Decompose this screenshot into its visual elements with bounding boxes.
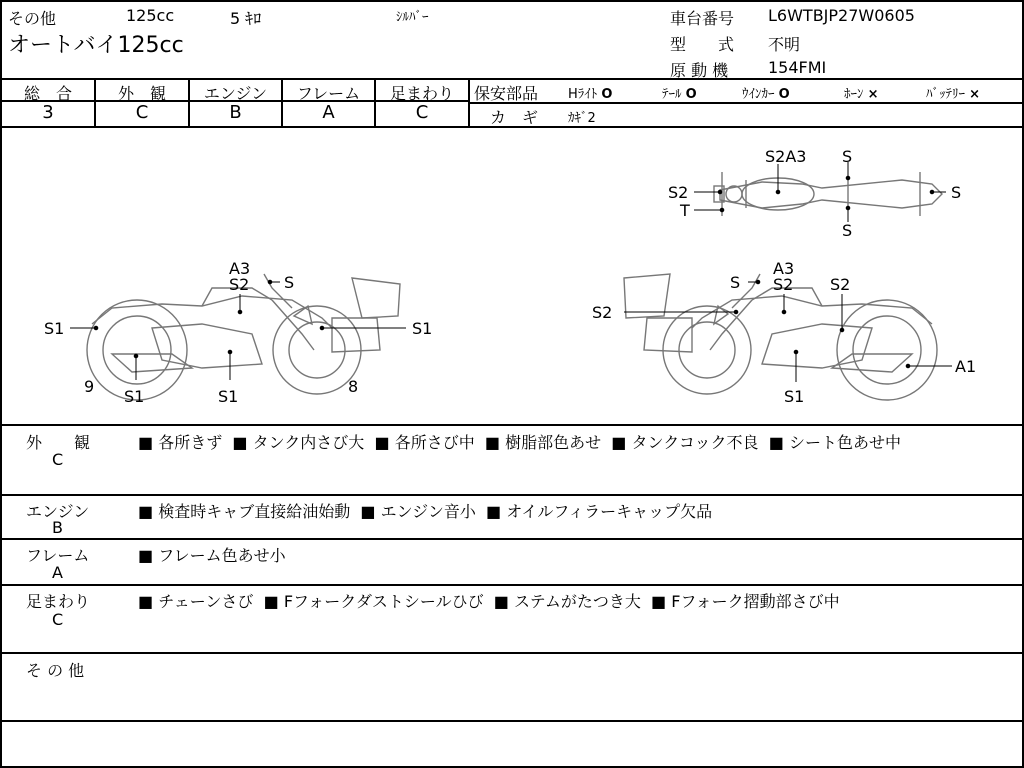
top-label-s-bottom: S (842, 221, 853, 240)
safety-item-headlight: Hﾗｲﾄ O (568, 87, 613, 102)
remark-grade-exterior: C (52, 450, 64, 469)
divider (2, 424, 1022, 426)
divider (2, 494, 1022, 496)
chassis-value: L6WTBJP27W0605 (768, 6, 915, 25)
grade-frame: A (322, 102, 335, 123)
safety-item-battery: ﾊﾞｯﾃﾘｰ × (926, 87, 981, 102)
body-color: ｼﾙﾊﾞｰ (396, 10, 429, 25)
model-value: 不明 (768, 35, 801, 54)
top-view-outline (714, 172, 942, 216)
divider (2, 584, 1022, 586)
left-label-a3: A3 (229, 259, 251, 278)
color-category: その他 (8, 9, 57, 28)
key-label: カ ギ (490, 108, 539, 127)
right-label-a3: A3 (773, 259, 795, 278)
engine-label: 原 動 機 (670, 61, 729, 80)
safety-item-tail: ﾃｰﾙ O (662, 87, 697, 102)
chassis-label: 車台番号 (670, 9, 735, 28)
left-label-8: 8 (348, 377, 359, 396)
top-label-s2: S2 (668, 183, 689, 202)
divider (2, 78, 1022, 80)
top-label-s2a3: S2A3 (765, 147, 807, 166)
grade-exterior: C (135, 102, 149, 123)
right-label-s2-box: S2 (592, 303, 613, 322)
safety-item-winker: ｳｲﾝｶｰ O (742, 87, 790, 102)
grade-header-engine: エンジン (203, 84, 268, 103)
left-label-s1-exhaust: S1 (124, 387, 145, 406)
left-label-s1-engine: S1 (218, 387, 239, 406)
top-label-s-rear: S (951, 183, 962, 202)
remark-label-frame: フレーム (26, 546, 90, 565)
grade-suspension: C (415, 102, 429, 123)
right-label-a1: A1 (955, 357, 977, 376)
displacement: 125cc (126, 6, 175, 25)
safety-label: 保安部品 (474, 84, 539, 103)
remark-items-suspension: ■ チェーンさび ■ Fフォークダストシールひび ■ ステムがたつき大 ■ Fフォーク摺動部さび中 (138, 592, 840, 611)
right-label-s2-tank: S2 (830, 275, 851, 294)
grade-header-exterior: 外 観 (117, 84, 166, 103)
right-label-s1: S1 (784, 387, 805, 406)
grade-engine: B (229, 102, 242, 123)
key-value: ｶｷﾞ2 (568, 111, 596, 126)
remark-items-engine: ■ 検査時キャブ直接給油始動 ■ エンジン音小 ■ オイルフィラーキャップ欠品 (138, 502, 713, 521)
left-label-s1-rear: S1 (412, 319, 433, 338)
divider (468, 102, 1022, 104)
model-label: 型 式 (670, 35, 735, 54)
right-label-s: S (730, 273, 741, 292)
remark-label-other: そ の 他 (26, 661, 85, 680)
grade-header-suspension: 足まわり (389, 84, 454, 103)
remark-label-engine: エンジン (26, 502, 90, 521)
remark-label-exterior: 外 観 (26, 433, 91, 452)
engine-value: 154FMI (768, 58, 827, 77)
divider (2, 720, 1022, 722)
remark-label-suspension: 足まわり (26, 592, 91, 611)
right-label-s2: S2 (773, 275, 794, 294)
divider (2, 652, 1022, 654)
safety-item-horn: ﾎｰﾝ × (844, 87, 879, 102)
left-label-9: 9 (84, 377, 95, 396)
remark-items-exterior: ■ 各所きず ■ タンク内さび大 ■ 各所さび中 ■ 樹脂部色あせ ■ タンクコック不良 ■ シート色あせ中 (138, 433, 901, 452)
remark-grade-frame: A (52, 563, 63, 582)
mileage: 5 ｷﾛ (230, 9, 262, 28)
top-label-s-front: S (842, 147, 853, 166)
remark-grade-engine: B (52, 518, 63, 537)
remark-grade-suspension: C (52, 610, 64, 629)
vehicle-title: オートバイ125cc (8, 33, 184, 58)
divider (468, 79, 470, 127)
grade-header-overall: 総 合 (23, 84, 72, 103)
left-label-s2: S2 (229, 275, 250, 294)
damage-diagram (2, 128, 1022, 424)
remark-items-frame: ■ フレーム色あせ小 (138, 546, 286, 565)
left-label-s1-front: S1 (44, 319, 65, 338)
top-label-t: T (680, 201, 690, 220)
divider (2, 538, 1022, 540)
grade-header-frame: フレーム (296, 84, 361, 103)
grade-overall: 3 (42, 102, 54, 123)
left-label-s: S (284, 273, 295, 292)
